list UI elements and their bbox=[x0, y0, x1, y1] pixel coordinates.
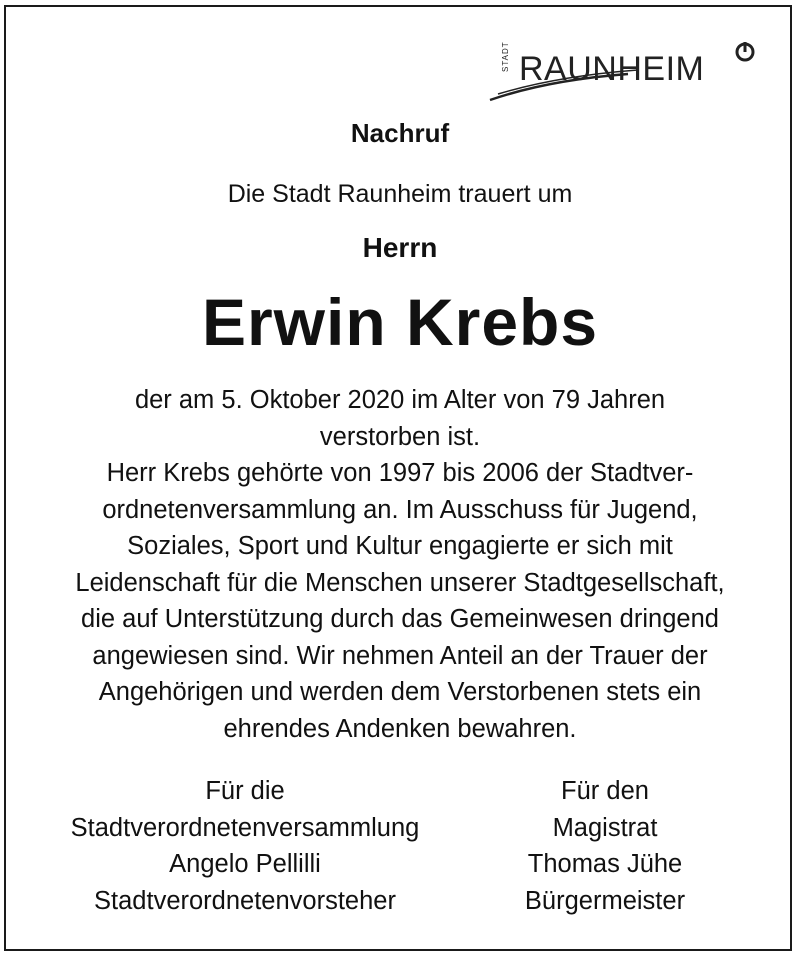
logo-stadt-text: STADT bbox=[501, 41, 510, 72]
intro-text: Die Stadt Raunheim trauert um bbox=[227, 180, 573, 208]
signature-line: Für den bbox=[561, 777, 649, 805]
body-line: angewiesen sind. Wir nehmen Anteil an der Trauer der bbox=[92, 641, 708, 670]
logo-wordmark: RAUNHEIM bbox=[519, 50, 705, 88]
body-line: der am 5. Oktober 2020 im Alter von 79 Jahren bbox=[134, 386, 666, 414]
body-line: verstorben ist. bbox=[319, 422, 481, 451]
body-line: Leidenschaft für die Menschen unserer Stadtgesellschaft, bbox=[75, 568, 725, 597]
signature-line: Für die bbox=[205, 777, 285, 805]
heading: Nachruf bbox=[350, 118, 450, 148]
body-line: Herr Krebs gehörte von 1997 bis 2006 der Stadtver- bbox=[106, 459, 694, 487]
signature-name: Angelo Pellilli bbox=[169, 850, 321, 878]
deceased-name: Erwin Krebs bbox=[201, 285, 599, 359]
signature-line: Stadtverordnetenversammlung bbox=[70, 813, 420, 842]
signature-line: Magistrat bbox=[552, 813, 658, 842]
signature-title: Stadtverordnetenvorsteher bbox=[94, 886, 396, 915]
signature-magistrat bbox=[470, 773, 740, 919]
obituary-body bbox=[0, 382, 800, 747]
body-line: ehrendes Andenken bewahren. bbox=[223, 714, 577, 743]
body-line: ordnetenversammlung an. Im Ausschuss für Jugend, bbox=[102, 495, 698, 524]
signature-name: Thomas Jühe bbox=[527, 850, 683, 878]
raunheim-logo bbox=[488, 30, 768, 106]
body-line: Angehörigen und werden dem Verstorbenen stets ein bbox=[98, 678, 702, 706]
signature-title: Bürgermeister bbox=[524, 886, 686, 915]
body-line: die auf Unterstützung durch das Gemeinwesen dringend bbox=[81, 605, 719, 633]
body-line: Soziales, Sport und Kultur engagierte er sich mit bbox=[127, 532, 673, 560]
salutation: Herrn bbox=[362, 232, 438, 263]
signature-council bbox=[40, 773, 450, 919]
